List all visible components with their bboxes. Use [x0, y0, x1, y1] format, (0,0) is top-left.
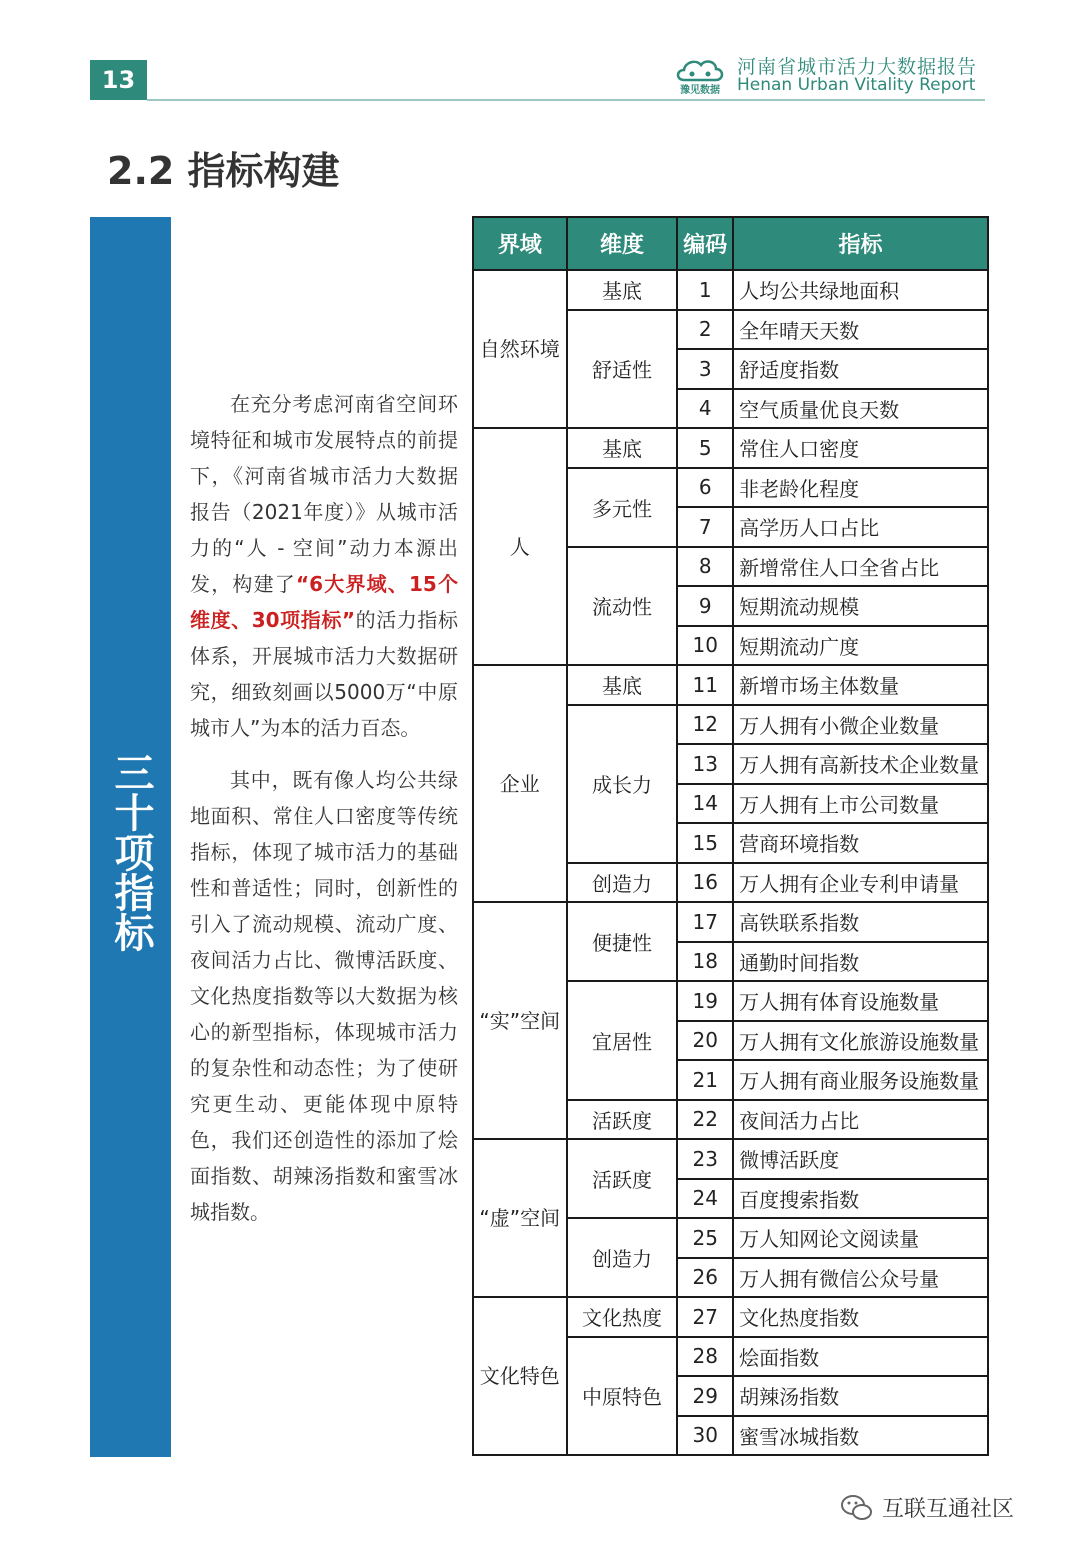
- indicator-cell: 空气质量优良天数: [733, 389, 988, 429]
- code-cell: 18: [677, 942, 733, 982]
- dimension-cell: 多元性: [567, 468, 678, 547]
- indicator-cell: 微博活跃度: [733, 1139, 988, 1179]
- indicator-cell: 人均公共绿地面积: [733, 270, 988, 310]
- indicator-cell: 新增常住人口全省占比: [733, 547, 988, 587]
- indicator-cell: 新增市场主体数量: [733, 665, 988, 705]
- dimension-cell: 宜居性: [567, 981, 678, 1100]
- code-cell: 8: [677, 547, 733, 587]
- indicator-cell: 夜间活力占比: [733, 1100, 988, 1140]
- wechat-icon: [840, 1493, 874, 1523]
- indicator-cell: 全年晴天天数: [733, 310, 988, 350]
- dimension-cell: 便捷性: [567, 902, 678, 981]
- dimension-cell: 基底: [567, 665, 678, 705]
- indicator-cell: 常住人口密度: [733, 428, 988, 468]
- indicator-cell: 文化热度指数: [733, 1297, 988, 1337]
- table-row: [473, 1139, 988, 1179]
- table-row: [473, 270, 988, 310]
- code-cell: 28: [677, 1337, 733, 1377]
- header-code: 编码: [677, 217, 733, 270]
- dimension-cell: 基底: [567, 270, 678, 310]
- indicator-cell: 高铁联系指数: [733, 902, 988, 942]
- indicator-cell: 万人拥有文化旅游设施数量: [733, 1021, 988, 1061]
- domain-cell: 企业: [473, 665, 567, 902]
- code-cell: 25: [677, 1218, 733, 1258]
- footer-watermark: [840, 1492, 1014, 1523]
- indicator-table: [472, 216, 989, 1456]
- report-title: 河南省城市活力大数据报告: [737, 56, 978, 78]
- table-row: [473, 902, 988, 942]
- paragraph-1-text-end: 的活力指标体系，开展城市活力大数据研究，细致刻画以5000万“中原城市人”为本的活力百态。: [190, 608, 459, 740]
- indicator-cell: 万人拥有高新技术企业数量: [733, 744, 988, 784]
- code-cell: 6: [677, 468, 733, 508]
- dimension-cell: 基底: [567, 428, 678, 468]
- indicator-cell: 万人知网论文阅读量: [733, 1218, 988, 1258]
- watermark-text: 互联互通社区: [882, 1497, 1015, 1522]
- code-cell: 19: [677, 981, 733, 1021]
- code-cell: 13: [677, 744, 733, 784]
- logo-text: 豫见数据: [680, 85, 720, 96]
- code-cell: 21: [677, 1060, 733, 1100]
- highlight-text: “6大界域、15个维度、30项指标”: [190, 572, 458, 632]
- code-cell: 16: [677, 863, 733, 903]
- code-cell: 17: [677, 902, 733, 942]
- code-cell: 29: [677, 1376, 733, 1416]
- indicator-cell: 高学历人口占比: [733, 507, 988, 547]
- domain-cell: “实”空间: [473, 902, 567, 1139]
- indicator-cell: 通勤时间指数: [733, 942, 988, 982]
- side-bar-label: 三十项指标: [108, 752, 154, 952]
- code-cell: 1: [677, 270, 733, 310]
- code-cell: 10: [677, 626, 733, 666]
- dimension-cell: 创造力: [567, 1218, 678, 1297]
- dimension-cell: 活跃度: [567, 1100, 678, 1140]
- indicator-cell: 烩面指数: [733, 1337, 988, 1377]
- dimension-cell: 流动性: [567, 547, 678, 666]
- dimension-cell: 文化热度: [567, 1297, 678, 1337]
- side-bar: [90, 217, 171, 1457]
- code-cell: 5: [677, 428, 733, 468]
- dimension-cell: 舒适性: [567, 310, 678, 429]
- dimension-cell: 中原特色: [567, 1337, 678, 1456]
- paragraph-2: 其中，既有像人均公共绿地面积、常住人口密度等传统指标，体现了城市活力的基础性和普适性；同时，创新性的引入了流动规模、流动广度、夜间活力占比、微博活跃度、文化热度指数等以大数据为核心的新型指标，体现城市活力的复杂性和动态性；为了使研究更生动、更能体现中原特色，我们还创造性的添加了烩面指数、胡辣汤指数和蜜雪冰城指数。: [190, 768, 458, 1224]
- indicator-cell: 短期流动规模: [733, 586, 988, 626]
- code-cell: 26: [677, 1258, 733, 1298]
- domain-cell: 文化特色: [473, 1297, 567, 1455]
- indicator-cell: 万人拥有企业专利申请量: [733, 863, 988, 903]
- indicator-cell: 短期流动广度: [733, 626, 988, 666]
- paragraph-1: [190, 386, 458, 746]
- domain-cell: 人: [473, 428, 567, 665]
- dimension-cell: 成长力: [567, 705, 678, 863]
- page-number: 13: [90, 60, 147, 100]
- dimension-cell: 活跃度: [567, 1139, 678, 1218]
- indicator-cell: 万人拥有上市公司数量: [733, 784, 988, 824]
- code-cell: 15: [677, 823, 733, 863]
- body-text: [190, 386, 458, 1246]
- indicator-cell: 百度搜索指数: [733, 1179, 988, 1219]
- code-cell: 4: [677, 389, 733, 429]
- indicator-cell: 万人拥有体育设施数量: [733, 981, 988, 1021]
- indicator-cell: 万人拥有微信公众号量: [733, 1258, 988, 1298]
- code-cell: 23: [677, 1139, 733, 1179]
- indicator-cell: 胡辣汤指数: [733, 1376, 988, 1416]
- code-cell: 7: [677, 507, 733, 547]
- header-divider: [147, 99, 985, 101]
- indicator-cell: 舒适度指数: [733, 349, 988, 389]
- header-indicator: 指标: [733, 217, 988, 270]
- dimension-cell: 创造力: [567, 863, 678, 903]
- code-cell: 11: [677, 665, 733, 705]
- code-cell: 20: [677, 1021, 733, 1061]
- table-row: [473, 428, 988, 468]
- paragraph-1-text: 在充分考虑河南省空间环境特征和城市发展特点的前提下，《河南省城市活力大数据报告（2021年度）》从城市活力的“人 - 空间”动力本源出发，构建了: [190, 392, 458, 596]
- code-cell: 24: [677, 1179, 733, 1219]
- report-subtitle: Henan Urban Vitality Report: [737, 75, 976, 95]
- table-row: [473, 665, 988, 705]
- code-cell: 22: [677, 1100, 733, 1140]
- code-cell: 3: [677, 349, 733, 389]
- section-title: 2.2 指标构建: [107, 149, 340, 193]
- indicator-cell: 非老龄化程度: [733, 468, 988, 508]
- header-dimension: 维度: [567, 217, 678, 270]
- code-cell: 30: [677, 1416, 733, 1456]
- table-header-row: [473, 217, 988, 270]
- code-cell: 27: [677, 1297, 733, 1337]
- code-cell: 12: [677, 705, 733, 745]
- indicator-cell: 万人拥有商业服务设施数量: [733, 1060, 988, 1100]
- indicator-cell: 营商环境指数: [733, 823, 988, 863]
- indicator-cell: 万人拥有小微企业数量: [733, 705, 988, 745]
- code-cell: 9: [677, 586, 733, 626]
- table-row: [473, 1297, 988, 1337]
- domain-cell: 自然环境: [473, 270, 567, 428]
- domain-cell: “虚”空间: [473, 1139, 567, 1297]
- indicator-cell: 蜜雪冰城指数: [733, 1416, 988, 1456]
- code-cell: 14: [677, 784, 733, 824]
- header-domain: 界域: [473, 217, 567, 270]
- code-cell: 2: [677, 310, 733, 350]
